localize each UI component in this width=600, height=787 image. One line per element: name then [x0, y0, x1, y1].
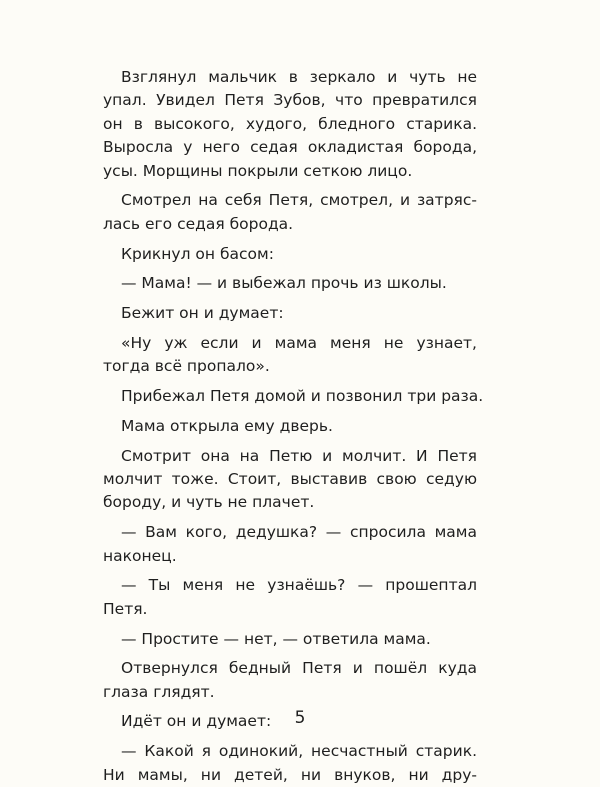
text-line: Взглянул мальчик в зеркало и чуть не — [121, 68, 477, 86]
text-line: — Мама! — и выбежал прочь из школы. — [121, 274, 447, 293]
text-line: бороду, и чуть не плачет. — [103, 493, 315, 512]
text-line: — Какой я одинокий, несчастный старик. — [121, 742, 477, 761]
text-line: Петя. — [103, 599, 148, 618]
text-line: Мама открыла ему дверь. — [121, 416, 333, 435]
text-line: тогда всё пропало». — [103, 357, 270, 376]
text-line: он в высокого, худого, бледного старика. — [103, 114, 477, 133]
page-number: 5 — [294, 708, 306, 728]
text-line: упал. Увидел Петя Зубов, что превратился — [103, 91, 477, 110]
text-line: Идёт он и думает: — [121, 712, 272, 731]
text-line: Ни мамы, ни детей, ни внуков, ни дру- — [103, 765, 477, 784]
text-line: — Простите — нет, — ответила мама. — [121, 629, 431, 648]
text-line: Крикнул он басом: — [121, 244, 274, 263]
text-line: наконец. — [103, 546, 177, 565]
text-line: Смотрит она на Петю и молчит. И Петя — [121, 446, 477, 465]
body-text — [103, 66, 484, 787]
text-line: молчит тоже. Стоит, выставив свою седую — [103, 469, 477, 488]
text-line: «Ну уж если и мама меня не узнает, — [121, 333, 477, 352]
text-line: Отвернулся бедный Петя и пошёл куда — [121, 659, 477, 678]
text-line: — Ты меня не узнаёшь? — прошептал — [121, 576, 477, 595]
text-line: Бежит он и думает: — [121, 304, 284, 323]
text-line: — Вам кого, дедушка? — спросила мама — [121, 523, 477, 542]
text-line: усы. Морщины покрыли сеткою лицо. — [103, 161, 413, 180]
text-line: Смотрел на себя Петя, смотрел, и затряс- — [121, 191, 477, 210]
text-line: глаза глядят. — [103, 682, 215, 701]
text-line: Выросла у него седая окладистая борода, — [103, 138, 477, 157]
text-line: Прибежал Петя домой и позвонил три раза. — [121, 387, 484, 406]
text-line: лась его седая борода. — [103, 214, 294, 233]
